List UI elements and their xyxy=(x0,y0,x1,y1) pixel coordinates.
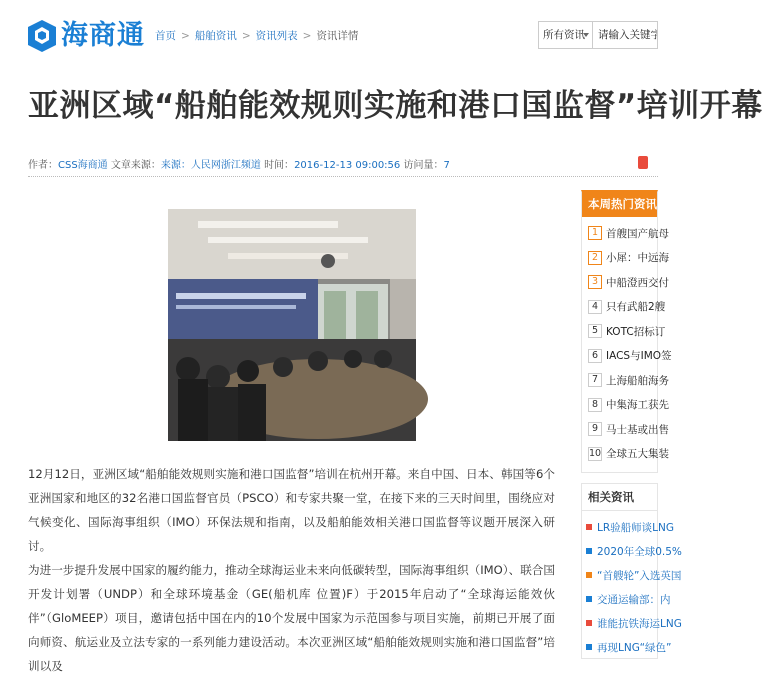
list-item[interactable] xyxy=(588,344,672,369)
rank-badge: 2 xyxy=(588,251,602,265)
list-item[interactable] xyxy=(588,295,666,320)
hot-news-link[interactable]: 中集海工获先 xyxy=(606,399,669,412)
author-label: 作者： xyxy=(28,160,58,171)
square-bullet-icon xyxy=(586,596,592,602)
hot-news-link[interactable]: 首艘国产航母 xyxy=(606,227,669,240)
search-scope-select[interactable] xyxy=(539,22,593,48)
list-item[interactable] xyxy=(588,393,669,418)
rank-badge: 9 xyxy=(588,422,602,436)
rank-badge: 8 xyxy=(588,398,602,412)
breadcrumb-ship-news[interactable]: 船舶资讯 xyxy=(194,30,237,42)
meta-divider xyxy=(28,176,658,177)
article-paragraph: 为进一步提升发展中国家的履约能力，推动全球海运业未来向低碳转型，国际海事组织（IMO）、联合国开发计划署（UNDP）和全球环境基金（GE(船机库 位置)F）于2015年启动了“全球海运能效伙伴”（GloMEEP）项目，邀请包括中国在内的10个发展中国家为示范国参与项目实施，前期已开展了面向师资、航运业及立法专家的一系列能力建设活动。本次亚洲区域“船舶能效规则实施和港口国监督”培训以及 xyxy=(28,563,555,673)
breadcrumb-current: 资讯详情 xyxy=(316,30,359,42)
related-news-title: 相关资讯 xyxy=(582,484,657,511)
list-item[interactable] xyxy=(586,635,672,659)
breadcrumb xyxy=(155,28,358,43)
hot-news-link[interactable]: 马士基或出售 xyxy=(606,423,669,436)
rank-badge: 3 xyxy=(588,275,602,289)
list-item[interactable] xyxy=(586,611,682,635)
related-news-link[interactable]: 交通运输部：内 xyxy=(597,593,671,606)
hot-news-link[interactable]: 只有武船2艘 xyxy=(606,301,666,314)
rank-badge: 4 xyxy=(588,300,602,314)
rank-badge: 6 xyxy=(588,349,602,363)
related-news-link[interactable]: 再现LNG“绿色” xyxy=(597,641,672,654)
chevron-right-icon: > xyxy=(302,29,312,42)
time-label: 时间： xyxy=(264,160,295,171)
hot-news-link[interactable]: 全球五大集装 xyxy=(606,448,669,461)
breadcrumb-news-list[interactable]: 资讯列表 xyxy=(255,30,298,42)
list-item[interactable] xyxy=(588,246,669,271)
hot-news-link[interactable]: 中船澄西交付 xyxy=(606,276,669,289)
search-scope-label: 所有资讯 xyxy=(543,29,585,41)
author-value[interactable]: CSS海商通 xyxy=(58,160,108,171)
list-item[interactable] xyxy=(586,587,671,611)
rank-badge: 1 xyxy=(588,226,602,240)
related-news-panel xyxy=(581,483,682,659)
list-item[interactable] xyxy=(588,319,666,344)
related-news-link[interactable]: 谁能抗铁海运LNG xyxy=(597,617,682,630)
chevron-right-icon: > xyxy=(181,29,190,42)
list-item[interactable] xyxy=(588,368,669,393)
source-label: 文章来源： xyxy=(110,160,161,171)
hot-news-panel xyxy=(581,190,672,473)
related-news-list xyxy=(582,511,682,659)
related-news-link[interactable]: LR验船师谈LNG xyxy=(597,521,674,534)
source-value: 来源：人民网浙江频道 xyxy=(160,160,261,171)
chevron-down-icon xyxy=(583,33,589,37)
related-news-link[interactable]: “首艘轮”入选英国 xyxy=(597,569,682,582)
hot-news-title: 本周热门资讯 xyxy=(582,192,657,217)
share-icons xyxy=(638,156,648,169)
related-news-link[interactable]: 2020年全球0.5% xyxy=(597,545,682,558)
rank-badge: 7 xyxy=(588,373,602,387)
rank-badge: 10 xyxy=(589,447,602,459)
logo-text: 海商通 xyxy=(61,20,145,51)
hot-news-link[interactable]: IACS与IMO签 xyxy=(606,350,672,363)
chevron-right-icon: > xyxy=(241,29,251,42)
list-item[interactable] xyxy=(586,539,682,563)
article-photo xyxy=(168,209,416,441)
hot-news-link[interactable]: 上海船舶海务 xyxy=(606,374,669,387)
breadcrumb-home[interactable]: 首页 xyxy=(155,30,176,42)
rank-badge: 5 xyxy=(588,324,602,338)
list-item[interactable] xyxy=(586,563,682,587)
time-value: 2016-12-13 09:00:56 xyxy=(294,160,401,171)
article-body xyxy=(28,462,555,678)
weibo-share-icon[interactable] xyxy=(638,156,648,169)
search-box xyxy=(538,21,658,49)
site-logo[interactable] xyxy=(27,16,145,56)
square-bullet-icon xyxy=(586,644,592,650)
logo-cube-icon xyxy=(27,19,57,53)
list-item[interactable] xyxy=(588,221,669,246)
article-meta xyxy=(28,156,450,171)
square-bullet-icon xyxy=(586,524,592,530)
square-bullet-icon xyxy=(586,548,592,554)
views-value: 7 xyxy=(443,160,450,171)
hot-news-link[interactable]: KOTC招标订 xyxy=(606,325,666,338)
square-bullet-icon xyxy=(586,572,592,578)
search-input[interactable] xyxy=(593,22,657,48)
list-item[interactable] xyxy=(586,515,674,539)
article-paragraph: 12月12日，亚洲区域“船舶能效规则实施和港口国监督”培训在杭州开幕。来自中国、日本、韩国等6个亚洲国家和地区的32名港口国监督官员（PSCO）和专家共聚一堂，在接下来的三天时间里，围绕应对气候变化、国际海事组织（IMO）环保法规和指南，以及船舶能效相关港口国监督等议题开展深入研讨。 xyxy=(28,467,555,553)
list-item[interactable] xyxy=(588,442,669,467)
hot-news-list xyxy=(582,217,672,466)
square-bullet-icon xyxy=(586,620,592,626)
article-title: 亚洲区域“船舶能效规则实施和港口国监督”培训开幕 xyxy=(28,88,763,124)
list-item[interactable] xyxy=(588,417,669,442)
views-label: 访问量： xyxy=(403,160,444,171)
hot-news-link[interactable]: 小犀：中远海 xyxy=(606,252,669,265)
list-item[interactable] xyxy=(588,270,669,295)
site-header xyxy=(0,0,658,68)
